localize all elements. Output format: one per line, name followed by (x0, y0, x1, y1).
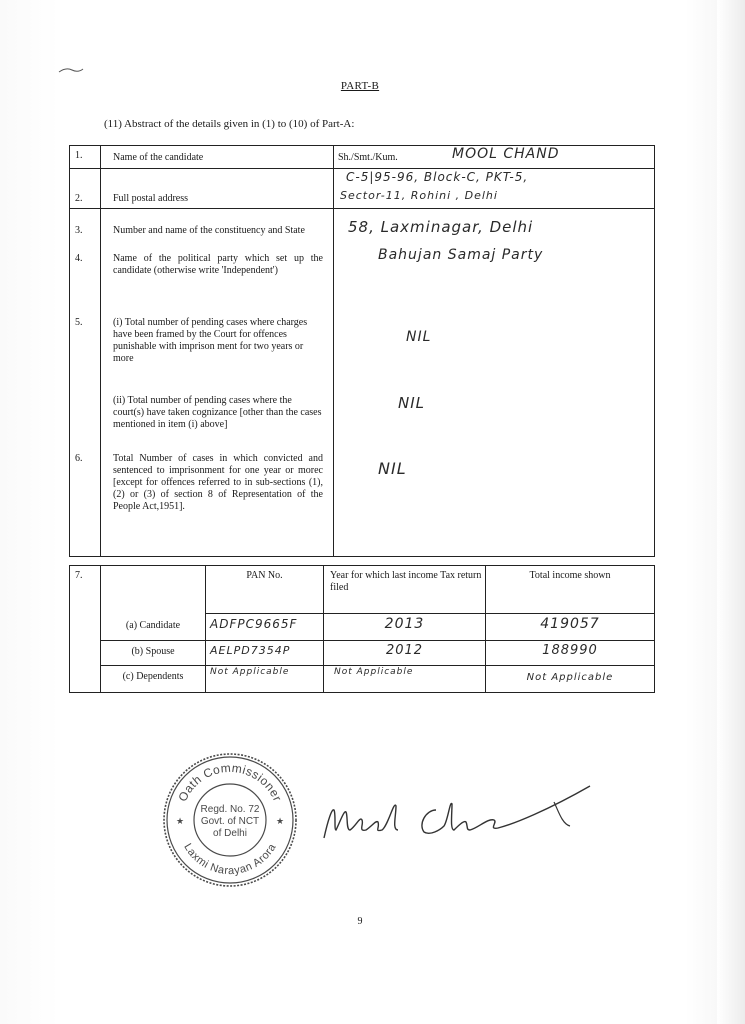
candidate-name: MOOL CHAND (452, 146, 560, 162)
title-prefix: Sh./Smt./Kum. (338, 152, 398, 163)
row-value (334, 313, 655, 391)
table-row (70, 449, 655, 557)
svg-text:Laxmi Narayan Arora (181, 841, 279, 877)
row-value (334, 449, 655, 557)
row-value (334, 209, 655, 249)
row-label: (a) Candidate (101, 614, 206, 641)
spouse-pan: AELPD7354P (206, 641, 324, 666)
pan-header: PAN No. (206, 566, 324, 614)
row-value (334, 246, 655, 313)
row-number (70, 391, 101, 449)
row-label: (i) Total number of pending cases where charges have been framed by the Court for offences punishable with imprison ment for two years or more (101, 313, 334, 391)
income-header: Total income shown (486, 566, 655, 614)
table-header-row (70, 566, 655, 614)
row-value (334, 391, 655, 449)
spouse-income: 188990 (486, 641, 655, 666)
dependents-return-year: Not Applicable (324, 666, 486, 693)
table-row (70, 641, 655, 666)
row-value (334, 169, 655, 209)
table-row (70, 391, 655, 449)
candidate-pan: ADFPC9665F (206, 614, 324, 641)
table-row (70, 249, 655, 313)
seal-govt-text: Govt. of NCT (200, 816, 260, 827)
candidate-return-year: 2013 (324, 614, 486, 641)
year-header: Year for which last income Tax return filed (324, 566, 486, 614)
pending-cases-ii-value: NIL (398, 393, 426, 412)
table-row (70, 313, 655, 391)
seal-bottom-text: Laxmi Narayan Arora (181, 841, 279, 878)
row-label: (b) Spouse (101, 641, 206, 666)
row-label: Number and name of the constituency and State (101, 209, 334, 249)
row-number: 7. (70, 566, 101, 693)
candidate-details-table (69, 145, 655, 557)
seal-regd-text: Regd. No. 72 (200, 804, 260, 815)
row-label: Name of the political party which set up the candidate (otherwise write 'Independent') (101, 249, 334, 313)
table-row (70, 614, 655, 641)
row-label: Total Number of cases in which convicted and sentenced to imprisonment for one year or morec [except for offences referred to in sub-sections (1), (2) or (3) of section 8 of Representation of the People Act,1951]. (101, 449, 334, 557)
candidate-signature (318, 780, 598, 850)
row-number: 4. (70, 249, 101, 313)
abstract-line: (11) Abstract of the details given in (1) to (10) of Part-A: (104, 118, 355, 130)
row-number: 6. (70, 449, 101, 557)
star-icon: ★ (175, 816, 185, 826)
star-icon: ★ (275, 816, 285, 826)
page-number: 9 (357, 916, 363, 927)
spouse-return-year: 2012 (324, 641, 486, 666)
page-heading: PART-B (340, 80, 380, 92)
row-label: Full postal address (101, 169, 334, 209)
address-line-1: C-5|95-96, Block-C, PKT-5, (346, 170, 529, 184)
candidate-income: 419057 (486, 614, 655, 641)
row-label: (ii) Total number of pending cases where the court(s) have taken cognizance [other than the cases mentioned in item (i) above] (101, 391, 334, 449)
row-number: 5. (70, 313, 101, 391)
row-number: 2. (70, 169, 101, 209)
empty-header-cell (101, 566, 206, 614)
margin-mark (58, 66, 84, 74)
party-value: Bahujan Samaj Party (378, 246, 544, 263)
convicted-cases-value: NIL (378, 458, 407, 478)
row-number: 3. (70, 209, 101, 249)
oath-commissioner-seal (160, 750, 300, 890)
row-label: Name of the candidate (101, 146, 334, 169)
address-line-2: Sector-11, Rohini , Delhi (340, 189, 498, 202)
pending-cases-i-value: NIL (406, 328, 432, 345)
page-edge-shadow (717, 0, 745, 1024)
table-row (70, 146, 655, 169)
table-row (70, 666, 655, 693)
row-label: (c) Dependents (101, 666, 206, 693)
seal-place-text: of Delhi (213, 828, 247, 839)
constituency-value: 58, Laxminagar, Delhi (348, 218, 534, 236)
row-number: 1. (70, 146, 101, 169)
row-value (334, 146, 655, 169)
table-row (70, 209, 655, 249)
dependents-income: Not Applicable (486, 666, 655, 693)
income-tax-table (69, 565, 655, 693)
dependents-pan: Not Applicable (206, 666, 324, 693)
seal-top-text: Oath Commissioner (175, 760, 285, 804)
table-row (70, 169, 655, 209)
